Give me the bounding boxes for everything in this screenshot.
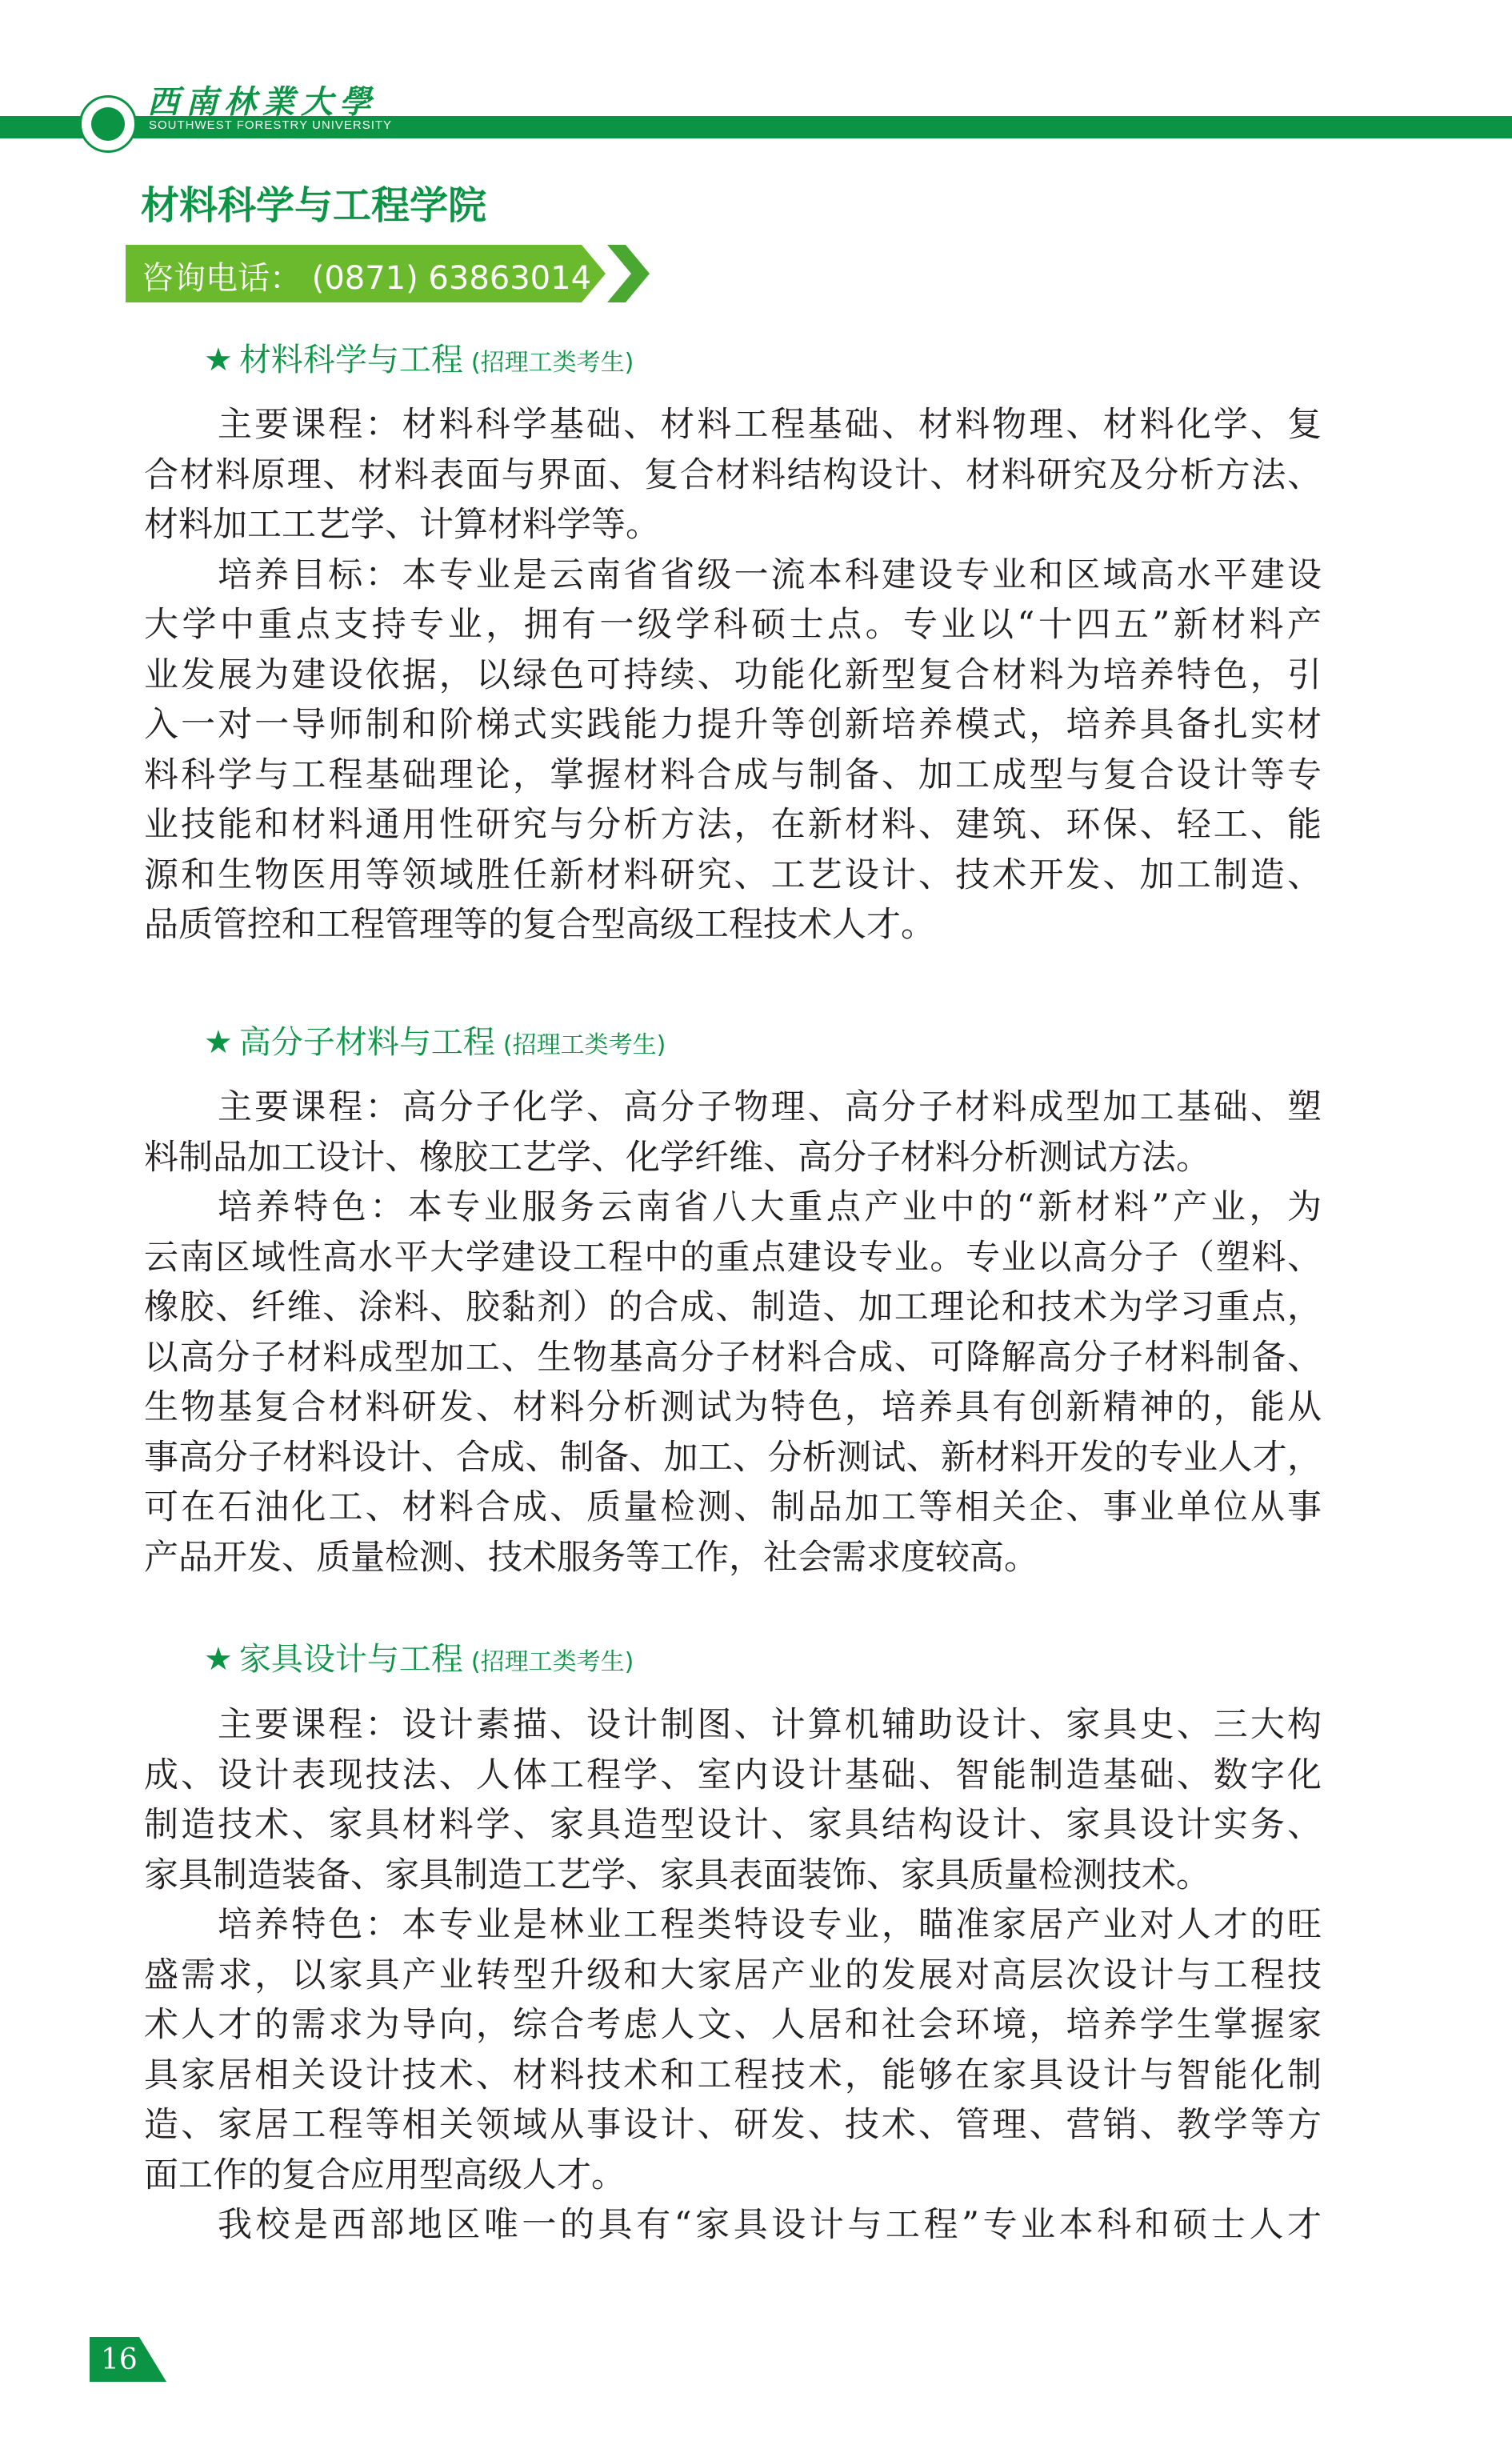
paragraph-line: 材料加工工艺学、计算材料学等。 [144, 505, 660, 545]
paragraph-line: 家具制造装备、家具制造工艺学、家具表面装饰、家具质量检测技术。 [144, 1855, 1210, 1895]
university-name-calligraphy: 西南林業大學 [147, 83, 378, 121]
paragraph-line: 具家居相关设计技术、材料技术和工程技术，能够在家具设计与智能化制 [144, 2055, 1322, 2095]
paragraph-line: 主要课程：材料科学基础、材料工程基础、材料物理、材料化学、复 [218, 405, 1322, 445]
page-number-badge [90, 2337, 166, 2382]
section-heading [204, 1634, 634, 1679]
section-body [144, 1700, 1322, 2251]
paragraph-line: 盛需求，以家具产业转型升级和大家居产业的发展对高层次设计与工程技 [144, 1955, 1322, 1995]
section-heading [204, 334, 634, 380]
paragraph-line: 生物基复合材料研发、材料分析测试为特色，培养具有创新精神的，能从 [144, 1387, 1322, 1427]
paragraph-line: 料制品加工设计、橡胶工艺学、化学纤维、高分子材料分析测试方法。 [144, 1137, 1210, 1178]
phone-banner [126, 245, 590, 302]
paragraph-line: 大学中重点支持专业，拥有一级学科硕士点。专业以“十四五”新材料产 [144, 605, 1322, 645]
section-body [144, 1082, 1322, 1583]
page-number: 16 [101, 2343, 138, 2376]
paragraph-line: 以高分子材料成型加工、生物基高分子材料合成、可降解高分子材料制备、 [144, 1337, 1322, 1378]
college-title: 材料科学与工程学院 [141, 183, 487, 228]
paragraph-line: 制造技术、家具材料学、家具造型设计、家具结构设计、家具设计实务、 [144, 1805, 1322, 1845]
paragraph-line: 云南区域性高水平大学建设工程中的重点建设专业。专业以高分子（塑料、 [144, 1237, 1322, 1278]
section-title: 材料科学与工程 [238, 342, 463, 378]
paragraph-line: 业发展为建设依据，以绿色可持续、功能化新型复合材料为培养特色，引 [144, 654, 1322, 695]
paragraph-line: 橡胶、纤维、涂料、胶黏剂）的合成、制造、加工理论和技术为学习重点， [144, 1287, 1322, 1327]
paragraph-line: 培养目标：本专业是云南省省级一流本科建设专业和区域高水平建设 [218, 554, 1322, 595]
paragraph-line: 术人才的需求为导向，综合考虑人文、人居和社会环境，培养学生掌握家 [144, 2005, 1322, 2045]
star-icon: ★ [204, 1024, 233, 1061]
paragraph-line: 培养特色：本专业服务云南省八大重点产业中的“新材料”产业，为 [218, 1187, 1322, 1227]
paragraph-line: 源和生物医用等领域胜任新材料研究、工艺设计、技术开发、加工制造、 [144, 854, 1322, 895]
section-note: (招理工类考生) [470, 349, 634, 377]
paragraph-line: 培养特色：本专业是林业工程类特设专业，瞄准家居产业对人才的旺 [218, 1905, 1322, 1945]
section-heading [204, 1017, 666, 1062]
section-note: (招理工类考生) [502, 1031, 666, 1059]
paragraph-line: 造、家居工程等相关领域从事设计、研发、技术、管理、营销、教学等方 [144, 2105, 1322, 2145]
paragraph-line: 产品开发、质量检测、技术服务等工作，社会需求度较高。 [144, 1537, 1038, 1578]
paragraph-line: 事高分子材料设计、合成、制备、加工、分析测试、新材料开发的专业人才， [144, 1437, 1322, 1478]
paragraph-line: 我校是西部地区唯一的具有“家具设计与工程”专业本科和硕士人才 [218, 2205, 1322, 2245]
section-title: 高分子材料与工程 [238, 1024, 495, 1061]
paragraph-line: 成、设计表现技法、人体工程学、室内设计基础、智能制造基础、数字化 [144, 1755, 1322, 1795]
section-note: (招理工类考生) [470, 1648, 634, 1676]
phone-number: 咨询电话： (0871) 63863014 [142, 260, 592, 297]
section-body [144, 400, 1322, 950]
paragraph-line: 可在石油化工、材料合成、质量检测、制品加工等相关企、事业单位从事 [144, 1487, 1322, 1527]
paragraph-line: 主要课程：高分子化学、高分子物理、高分子材料成型加工基础、塑 [218, 1087, 1322, 1127]
paragraph-line: 合材料原理、材料表面与界面、复合材料结构设计、材料研究及分析方法、 [144, 454, 1322, 495]
paragraph-line: 料科学与工程基础理论，掌握材料合成与制备、加工成型与复合设计等专 [144, 754, 1322, 795]
university-seal-logo [79, 95, 137, 153]
paragraph-line: 入一对一导师制和阶梯式实践能力提升等创新培养模式，培养具备扎实材 [144, 705, 1322, 745]
university-name-english: SOUTHWEST FORESTRY UNIVERSITY [149, 118, 393, 132]
paragraph-line: 主要课程：设计素描、设计制图、计算机辅助设计、家具史、三大构 [218, 1705, 1322, 1745]
paragraph-line: 业技能和材料通用性研究与分析方法，在新材料、建筑、环保、轻工、能 [144, 805, 1322, 845]
section-title: 家具设计与工程 [238, 1641, 463, 1678]
star-icon: ★ [204, 342, 233, 378]
paragraph-line: 品质管控和工程管理等的复合型高级工程技术人才。 [144, 905, 935, 945]
star-icon: ★ [204, 1641, 233, 1678]
paragraph-line: 面工作的复合应用型高级人才。 [144, 2155, 626, 2195]
